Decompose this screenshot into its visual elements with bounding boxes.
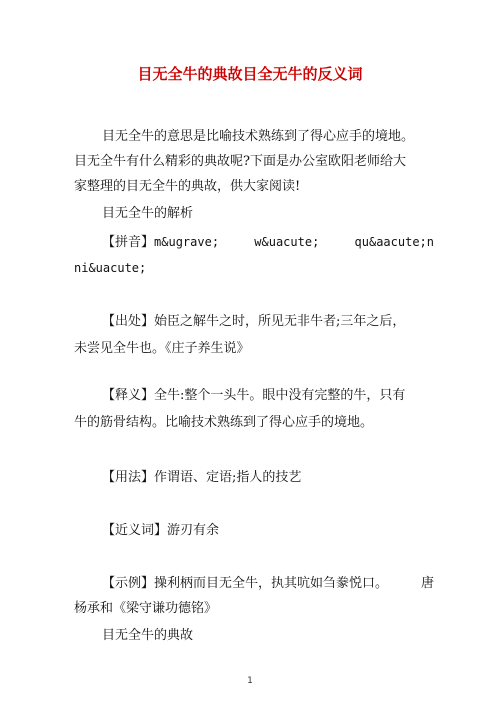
jinyici-line: 【近义词】游刃有余 — [102, 523, 220, 538]
yongfa-line: 【用法】作谓语、定语;指人的技艺 — [102, 470, 302, 485]
explain-heading: 目无全牛的解析 — [102, 206, 194, 221]
intro-line-2: 目无全牛有什么精彩的典故呢?下面是办公室欧阳老师给大 — [74, 154, 406, 169]
shili-line-1 — [74, 571, 434, 596]
intro-line-1: 目无全牛的意思是比喻技术熟练到了得心应手的境地。 — [102, 129, 415, 144]
shili-text: 【示例】操利柄而目无全牛，执其吭如刍豢悦口。 — [102, 576, 389, 591]
shiyi-line-2: 牛的筋骨结构。比喻技术熟练到了得心应手的境地。 — [74, 415, 374, 430]
pinyin-line-1 — [74, 230, 434, 255]
chuchu-line-2: 未尝见全牛也。《庄子养生说》 — [74, 341, 250, 356]
pinyin-part-1: m&ugrave; — [154, 235, 220, 249]
pinyin-line-2: ni&uacute; — [74, 261, 147, 275]
pinyin-label: 【拼音】 — [102, 235, 155, 250]
page-number: 1 — [247, 676, 253, 686]
pinyin-part-2: w&uacute; — [254, 235, 320, 249]
shili-line-2: 杨承和《梁守谦功德铭》 — [74, 601, 218, 616]
document-title: 目无全牛的典故目全无牛的反义词 — [137, 65, 363, 83]
chuchu-line-1: 【出处】始臣之解牛之时，所见无非牛者;三年之后， — [102, 314, 406, 329]
intro-line-3: 家整理的目无全牛的典故，供大家阅读! — [74, 179, 301, 194]
story-heading: 目无全牛的典故 — [102, 628, 194, 643]
shiyi-line-1: 【释义】全牛:整个一头牛。眼中没有完整的牛，只有 — [102, 388, 406, 403]
shili-dynasty: 唐 — [420, 576, 434, 591]
pinyin-part-3: qu&aacute;n — [354, 235, 434, 249]
